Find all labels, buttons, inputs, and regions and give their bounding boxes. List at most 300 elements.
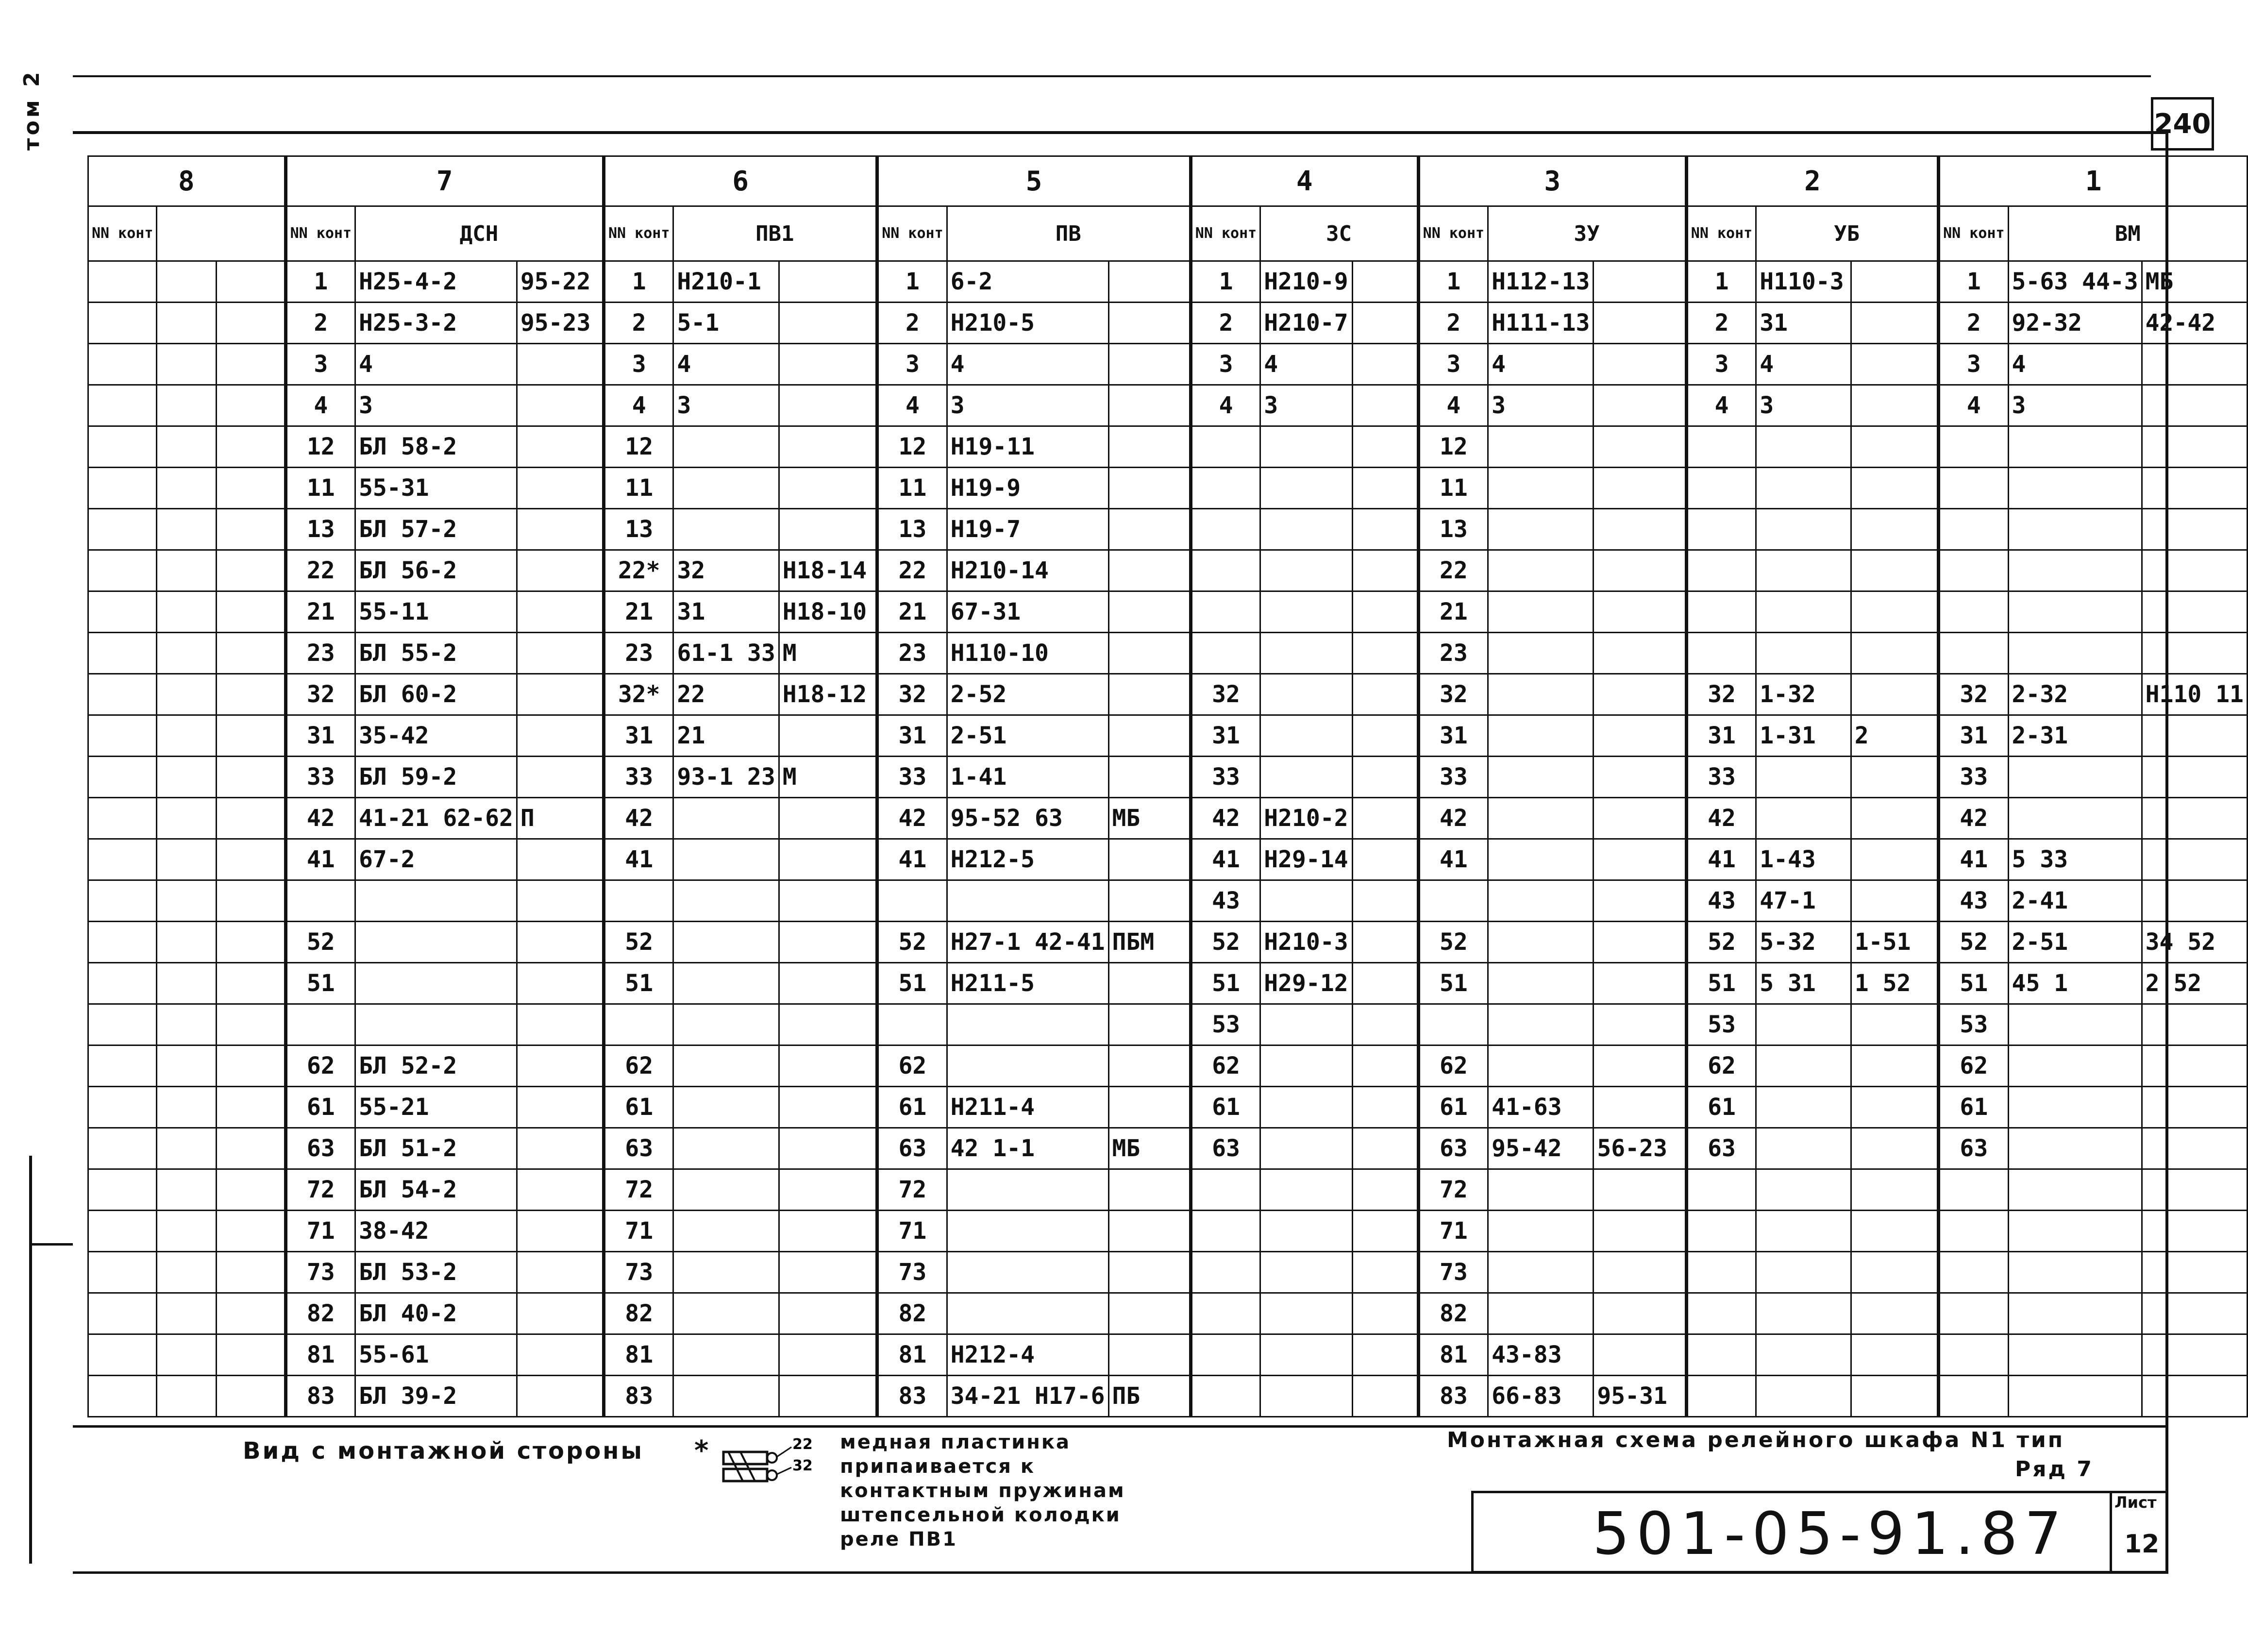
wire-address-2 [779, 1293, 877, 1334]
wire-address-2 [2142, 757, 2247, 798]
wire-address-2 [1352, 1376, 1418, 1417]
wire-address-2 [217, 591, 285, 633]
table-row [88, 880, 2248, 922]
contact-number: 71 [877, 1211, 947, 1252]
note-num-32: 32 [792, 1457, 813, 1474]
wire-address-2 [517, 385, 604, 426]
relay-name: ПВ [947, 206, 1191, 261]
table-row [88, 1252, 2248, 1293]
wire-address [157, 963, 217, 1004]
contact-number: 81 [285, 1334, 355, 1376]
wire-address [673, 798, 779, 839]
contact-number [285, 880, 355, 922]
wire-address-2 [779, 261, 877, 303]
wire-address-2 [1108, 468, 1191, 509]
wire-address [157, 1045, 217, 1087]
wire-address [2008, 468, 2142, 509]
wire-address-2: ПБ [1108, 1376, 1191, 1417]
contact-number: 43 [1939, 880, 2008, 922]
wire-address: Н210-2 [1260, 798, 1352, 839]
view-label: Вид с монтажной стороны [243, 1437, 644, 1465]
wire-address-2 [217, 426, 285, 468]
wire-address-2 [1851, 385, 1938, 426]
contact-number [1939, 550, 2008, 591]
wire-address-2 [1594, 1334, 1686, 1376]
wire-address: 38-42 [355, 1211, 517, 1252]
wire-address-2 [517, 1004, 604, 1045]
wire-address [157, 509, 217, 550]
wire-address [1488, 1004, 1594, 1045]
wire-address [1488, 1045, 1594, 1087]
wire-address [2008, 1087, 2142, 1128]
contact-number: 61 [1418, 1087, 1488, 1128]
wire-address [673, 1376, 779, 1417]
wire-address [1756, 1169, 1851, 1211]
wire-address-2 [1594, 1211, 1686, 1252]
contact-number: 72 [285, 1169, 355, 1211]
relay-name-row [88, 206, 2248, 261]
wire-address: 43-83 [1488, 1334, 1594, 1376]
wire-address-2 [1352, 509, 1418, 550]
contact-number: 3 [285, 344, 355, 385]
wire-address-2 [1851, 1045, 1938, 1087]
wire-address-2 [779, 963, 877, 1004]
relay-name: ДСН [355, 206, 604, 261]
nn-contact-header: NN конт [1418, 206, 1488, 261]
block-number: 4 [1191, 156, 1418, 206]
contact-number [88, 1376, 157, 1417]
wire-address: 2-32 [2008, 674, 2142, 715]
wire-address [1260, 1045, 1352, 1087]
contact-number: 41 [877, 839, 947, 880]
contact-number: 73 [604, 1252, 673, 1293]
contact-number: 22 [1418, 550, 1488, 591]
wire-address-2 [1352, 426, 1418, 468]
wire-address-2 [217, 468, 285, 509]
wire-address [1488, 1169, 1594, 1211]
wire-address-2 [1594, 261, 1686, 303]
contact-number: 1 [604, 261, 673, 303]
table-row [88, 1334, 2248, 1376]
wire-address: 55-61 [355, 1334, 517, 1376]
wire-address [947, 880, 1108, 922]
wire-address-2 [517, 1169, 604, 1211]
wire-address: 3 [1756, 385, 1851, 426]
wire-address: 5-32 [1756, 922, 1851, 963]
contact-number: 52 [1686, 922, 1756, 963]
wire-address-2 [2142, 1169, 2247, 1211]
wire-address-2 [1851, 1128, 1938, 1169]
wire-address-2 [1594, 468, 1686, 509]
wire-address-2 [1352, 550, 1418, 591]
contact-number: 41 [604, 839, 673, 880]
note-line-5: реле ПВ1 [840, 1528, 957, 1551]
contact-number: 2 [1418, 303, 1488, 344]
wire-address-2 [1851, 509, 1938, 550]
wire-address [157, 922, 217, 963]
wire-address-2 [1352, 1169, 1418, 1211]
contact-number: 42 [1191, 798, 1260, 839]
contact-number [88, 1128, 157, 1169]
wire-address-2 [2142, 1087, 2247, 1128]
contact-number: 73 [1418, 1252, 1488, 1293]
left-margin-tick [29, 1243, 73, 1246]
wire-address [1488, 1293, 1594, 1334]
wire-address [673, 1004, 779, 1045]
contact-number: 31 [1418, 715, 1488, 757]
table-row [88, 591, 2248, 633]
note-num-22: 22 [792, 1437, 813, 1453]
wire-address [673, 1087, 779, 1128]
contact-number: 61 [1686, 1087, 1756, 1128]
contact-number: 32 [1191, 674, 1260, 715]
wire-address [2008, 1376, 2142, 1417]
wire-address-2 [517, 1211, 604, 1252]
wire-address [1756, 1334, 1851, 1376]
wire-address-2: 95-23 [517, 303, 604, 344]
contact-number [1686, 1334, 1756, 1376]
wire-address: БЛ 40-2 [355, 1293, 517, 1334]
contact-number: 4 [285, 385, 355, 426]
table-row [88, 1045, 2248, 1087]
wire-address [157, 674, 217, 715]
contact-number: 3 [1191, 344, 1260, 385]
wire-address-2 [1108, 963, 1191, 1004]
wire-address [673, 922, 779, 963]
contact-number: 42 [285, 798, 355, 839]
table-row [88, 757, 2248, 798]
contact-number: 71 [1418, 1211, 1488, 1252]
wire-address-2 [779, 798, 877, 839]
wire-address: 4 [1756, 344, 1851, 385]
contact-number [1939, 1334, 2008, 1376]
wire-address-2: 42-42 [2142, 303, 2247, 344]
wire-address-2 [1108, 1045, 1191, 1087]
wire-address-2 [779, 1045, 877, 1087]
contact-number: 3 [877, 344, 947, 385]
contact-number: 41 [285, 839, 355, 880]
wire-address: Н211-4 [947, 1087, 1108, 1128]
wire-address-2: 2 [1851, 715, 1938, 757]
contact-number [1686, 426, 1756, 468]
wire-address: 2-31 [2008, 715, 2142, 757]
contact-number: 21 [1418, 591, 1488, 633]
contact-number: 33 [877, 757, 947, 798]
wire-address-2 [1851, 1252, 1938, 1293]
wire-address [1260, 426, 1352, 468]
contact-number: 3 [604, 344, 673, 385]
wire-address-2 [2142, 880, 2247, 922]
wire-address-2 [1594, 550, 1686, 591]
wire-address: Н19-11 [947, 426, 1108, 468]
contact-number [1191, 1334, 1260, 1376]
wire-address-2 [1352, 1087, 1418, 1128]
contact-number: 62 [1686, 1045, 1756, 1087]
wire-address: 34-21 Н17-6 [947, 1376, 1108, 1417]
wire-address [157, 1211, 217, 1252]
wire-address-2 [1352, 468, 1418, 509]
contact-number [1191, 468, 1260, 509]
wire-address-2 [217, 798, 285, 839]
contact-number: 71 [604, 1211, 673, 1252]
row-label: Ряд 7 [2015, 1457, 2094, 1482]
wire-address: 55-21 [355, 1087, 517, 1128]
wire-address-2 [779, 839, 877, 880]
contact-number: 52 [877, 922, 947, 963]
wire-address [1488, 674, 1594, 715]
wire-address: 67-31 [947, 591, 1108, 633]
contact-number [604, 880, 673, 922]
wire-address-2 [779, 1128, 877, 1169]
wire-address-2 [1108, 715, 1191, 757]
contact-number [1939, 1376, 2008, 1417]
wire-address [157, 1128, 217, 1169]
contact-number: 23 [285, 633, 355, 674]
wire-address-2 [2142, 509, 2247, 550]
wire-address: 3 [355, 385, 517, 426]
contact-number [1418, 880, 1488, 922]
contact-number [1939, 633, 2008, 674]
wire-address [1488, 1211, 1594, 1252]
relay-name: УБ [1756, 206, 1939, 261]
nn-contact-header: NN конт [1939, 206, 2008, 261]
wire-address-2 [2142, 1211, 2247, 1252]
wire-address-2 [217, 385, 285, 426]
wire-address [157, 1376, 217, 1417]
wire-address-2 [1352, 880, 1418, 922]
wire-address-2 [1108, 550, 1191, 591]
wire-address: 47-1 [1756, 880, 1851, 922]
wire-address-2 [779, 922, 877, 963]
wire-address [1488, 963, 1594, 1004]
contact-number: 4 [604, 385, 673, 426]
wire-address [947, 1211, 1108, 1252]
wire-address: Н29-12 [1260, 963, 1352, 1004]
wire-address-2 [779, 1169, 877, 1211]
wire-address [1488, 880, 1594, 922]
table-row [88, 426, 2248, 468]
wire-address [2008, 757, 2142, 798]
contact-number: 41 [1191, 839, 1260, 880]
contact-number: 2 [1191, 303, 1260, 344]
contact-number [88, 1045, 157, 1087]
wire-address [1756, 1128, 1851, 1169]
contact-number: 72 [877, 1169, 947, 1211]
contact-number: 1 [1939, 261, 2008, 303]
wire-address-2 [517, 1252, 604, 1293]
wire-address-2 [779, 344, 877, 385]
relay-name: ЗУ [1488, 206, 1687, 261]
wire-address-2 [779, 303, 877, 344]
wire-address [1756, 1376, 1851, 1417]
contact-number: 53 [1191, 1004, 1260, 1045]
contact-number [1686, 591, 1756, 633]
contact-number: 41 [1939, 839, 2008, 880]
wire-address-2 [1594, 757, 1686, 798]
wire-address [673, 1169, 779, 1211]
wire-address [673, 1334, 779, 1376]
wire-address [2008, 1169, 2142, 1211]
contact-number: 3 [1939, 344, 2008, 385]
table-row [88, 798, 2248, 839]
contact-number: 81 [1418, 1334, 1488, 1376]
contact-number [88, 468, 157, 509]
wire-address [2008, 1128, 2142, 1169]
wire-address: Н19-9 [947, 468, 1108, 509]
wire-address: 31 [673, 591, 779, 633]
contact-number [1939, 1293, 2008, 1334]
contact-number: 21 [285, 591, 355, 633]
wire-address [157, 798, 217, 839]
contact-number: 53 [1686, 1004, 1756, 1045]
wire-address: БЛ 59-2 [355, 757, 517, 798]
contact-number: 63 [1418, 1128, 1488, 1169]
wire-address: 2-51 [2008, 922, 2142, 963]
wire-address [1260, 674, 1352, 715]
contact-number: 82 [877, 1293, 947, 1334]
contact-number [88, 839, 157, 880]
wire-address [1488, 426, 1594, 468]
list-label: Лист [2114, 1493, 2157, 1512]
table-row [88, 550, 2248, 591]
wire-address [1756, 468, 1851, 509]
wire-address-2 [2142, 633, 2247, 674]
wire-address-2 [1594, 633, 1686, 674]
wire-address-2: П [517, 798, 604, 839]
contact-number: 83 [1418, 1376, 1488, 1417]
contact-number: 12 [1418, 426, 1488, 468]
wire-address-2 [1851, 674, 1938, 715]
document-code: 501-05-91.87 [1593, 1500, 2068, 1568]
left-margin-line [29, 1156, 32, 1564]
wire-address-2 [517, 1293, 604, 1334]
wire-address-2 [1352, 633, 1418, 674]
wire-address-2 [517, 591, 604, 633]
wire-address-2 [517, 922, 604, 963]
wire-address-2: Н18-14 [779, 550, 877, 591]
contact-number: 43 [1191, 880, 1260, 922]
wire-address [947, 1045, 1108, 1087]
block-number: 2 [1686, 156, 1938, 206]
wire-address [673, 839, 779, 880]
table-row [88, 509, 2248, 550]
nn-contact-header: NN конт [604, 206, 673, 261]
note-line-4: штепсельной колодки [840, 1504, 1121, 1526]
note-line-3: контактным пружинам [840, 1480, 1125, 1502]
table-row [88, 633, 2248, 674]
wire-address-2 [1594, 963, 1686, 1004]
wire-address-2 [1108, 839, 1191, 880]
wire-address [157, 385, 217, 426]
contact-number [88, 922, 157, 963]
wire-address: Н212-4 [947, 1334, 1108, 1376]
contact-number: 83 [604, 1376, 673, 1417]
contact-number: 2 [285, 303, 355, 344]
wire-address-2 [217, 757, 285, 798]
wire-address: 2-51 [947, 715, 1108, 757]
wire-address-2 [217, 1128, 285, 1169]
wire-address: Н25-3-2 [355, 303, 517, 344]
wire-address-2 [1352, 344, 1418, 385]
contact-number [88, 715, 157, 757]
wire-address-2 [517, 550, 604, 591]
wire-address-2 [2142, 839, 2247, 880]
wire-address-2 [1594, 344, 1686, 385]
contact-number [88, 798, 157, 839]
wire-address-2 [1352, 1128, 1418, 1169]
wire-address [2008, 550, 2142, 591]
wire-address-2 [217, 1169, 285, 1211]
table-row [88, 1004, 2248, 1045]
wire-address [673, 426, 779, 468]
contact-number: 33 [1939, 757, 2008, 798]
contact-number: 61 [285, 1087, 355, 1128]
contact-number: 2 [604, 303, 673, 344]
note-line-2: припаивается к [840, 1455, 1036, 1478]
wire-address-2: ПБМ [1108, 922, 1191, 963]
wire-address-2 [517, 757, 604, 798]
wire-address [1260, 1334, 1352, 1376]
wire-address-2 [1108, 426, 1191, 468]
wire-address [2008, 1293, 2142, 1334]
wire-address-2 [779, 1211, 877, 1252]
wire-address-2 [517, 880, 604, 922]
wire-address [157, 303, 217, 344]
wire-address-2 [2142, 1293, 2247, 1334]
wire-address: 4 [673, 344, 779, 385]
wire-address-2 [2142, 1128, 2247, 1169]
table-row [88, 1376, 2248, 1417]
contact-number: 52 [1418, 922, 1488, 963]
contact-number: 82 [604, 1293, 673, 1334]
wire-address: 2-41 [2008, 880, 2142, 922]
wire-address-2: 56-23 [1594, 1128, 1686, 1169]
wire-address [1756, 591, 1851, 633]
wire-address-2 [2142, 385, 2247, 426]
wire-address-2 [1108, 261, 1191, 303]
nn-contact-header: NN конт [1191, 206, 1260, 261]
contact-number: 63 [604, 1128, 673, 1169]
wire-address [157, 1252, 217, 1293]
wire-address: Н112-13 [1488, 261, 1594, 303]
wire-address: 41-21 62-62 [355, 798, 517, 839]
wire-address: 4 [355, 344, 517, 385]
contact-number [88, 1211, 157, 1252]
contact-number: 21 [604, 591, 673, 633]
wire-address-2 [1108, 385, 1191, 426]
nn-contact-header: NN конт [1686, 206, 1756, 261]
contact-number: 51 [1191, 963, 1260, 1004]
wire-address: Н210-14 [947, 550, 1108, 591]
wire-address: Н210-3 [1260, 922, 1352, 963]
wire-address-2 [217, 1211, 285, 1252]
contact-number: 52 [1939, 922, 2008, 963]
table-row [88, 344, 2248, 385]
contact-number: 42 [1686, 798, 1756, 839]
table-row [88, 1128, 2248, 1169]
wire-address: 22 [673, 674, 779, 715]
contact-number: 73 [285, 1252, 355, 1293]
wire-address-2 [1594, 1252, 1686, 1293]
wire-address-2 [217, 674, 285, 715]
contact-number: 62 [604, 1045, 673, 1087]
wire-address [157, 1169, 217, 1211]
wire-address-2 [779, 509, 877, 550]
wire-address [157, 344, 217, 385]
wire-address [673, 509, 779, 550]
wire-address-2 [1108, 509, 1191, 550]
block-number: 7 [285, 156, 604, 206]
